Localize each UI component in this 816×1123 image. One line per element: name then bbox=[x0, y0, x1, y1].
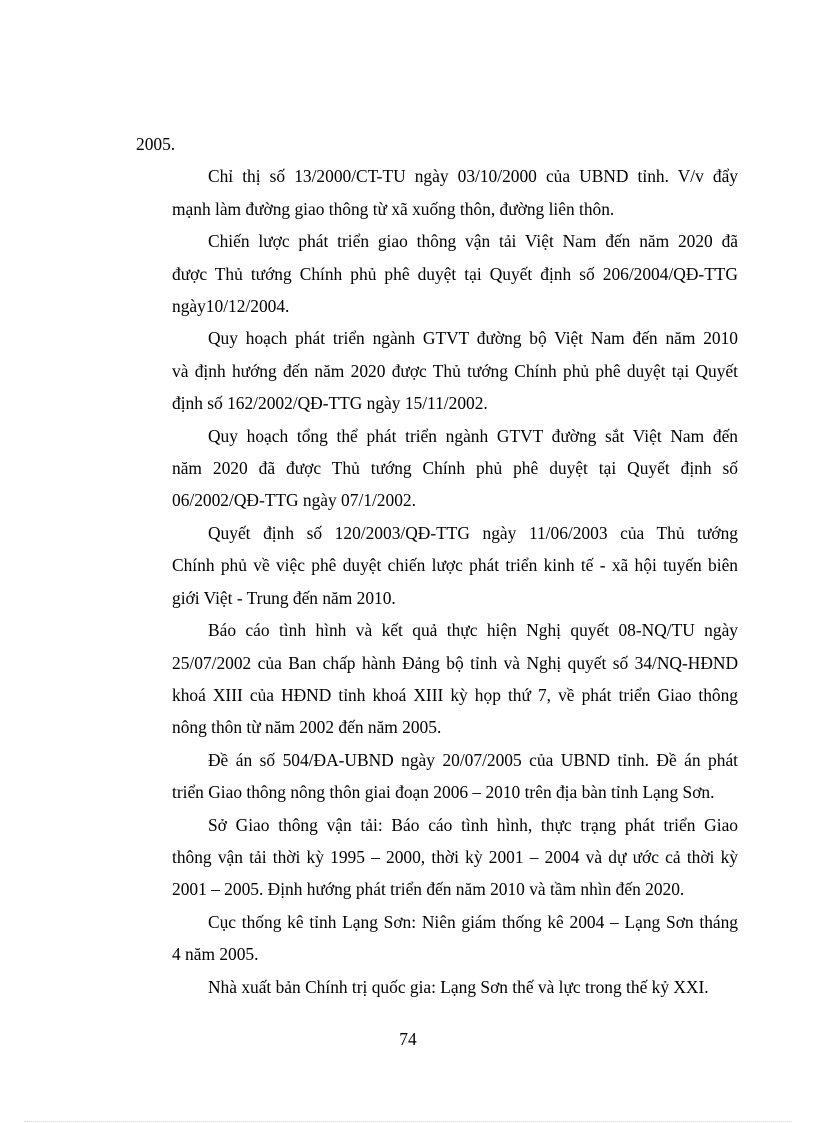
text-line: Chính phủ về việc phê duyệt chiến lược phát triển kinh tế - xã hội tuyến biên bbox=[172, 555, 738, 576]
paragraph-resolution-report bbox=[136, 614, 738, 744]
page-bottom-divider bbox=[24, 1121, 792, 1122]
page-number: 74 bbox=[399, 1029, 417, 1049]
text-line: Sở Giao thông vận tải: Báo cáo tình hình, thực trạng phát triển Giao bbox=[208, 814, 738, 835]
paragraph-publisher bbox=[136, 971, 738, 1003]
paragraph-statistics-office bbox=[136, 906, 738, 971]
text-line: 2001 – 2005. Định hướng phát triển đến năm 2010 và tầm nhìn đến 2020. bbox=[172, 879, 685, 900]
text-line: Đề án số 504/ĐA-UBND ngày 20/07/2005 của UBND tỉnh. Đề án phát bbox=[208, 749, 738, 770]
text-line: được Thủ tướng Chính phủ phê duyệt tại Quyết định số 206/2004/QĐ-TTG bbox=[172, 263, 738, 284]
paragraph-continuation bbox=[136, 128, 738, 160]
text-line: 06/2002/QĐ-TTG ngày 07/1/2002. bbox=[172, 490, 416, 511]
text-line: năm 2020 đã được Thủ tướng Chính phủ phê duyệt tại Quyết định số bbox=[172, 458, 738, 479]
paragraph-road-planning bbox=[136, 322, 738, 419]
text-line: định số 162/2002/QĐ-TTG ngày 15/11/2002. bbox=[172, 393, 488, 414]
paragraph-railway-planning bbox=[136, 420, 738, 517]
text-line: và định hướng đến năm 2020 được Thủ tướng Chính phủ phê duyệt tại Quyết bbox=[172, 360, 738, 381]
text-line: Báo cáo tình hình và kết quả thực hiện Nghị quyết 08-NQ/TU ngày bbox=[208, 620, 738, 641]
text-line: Chiến lược phát triển giao thông vận tải Việt Nam đến năm 2020 đã bbox=[208, 231, 738, 252]
paragraph-decision-120-2003 bbox=[136, 517, 738, 614]
text-line: Nhà xuất bản Chính trị quốc gia: Lạng Sơn thế và lực trong thế kỷ XXI. bbox=[208, 976, 709, 997]
text-line: Quy hoạch tổng thể phát triển ngành GTVT đường sắt Việt Nam đến bbox=[208, 425, 738, 446]
text-line: 2005. bbox=[136, 134, 176, 154]
paragraph-transport-department bbox=[136, 809, 738, 906]
text-line: Quyết định số 120/2003/QĐ-TTG ngày 11/06/2003 của Thủ tướng bbox=[208, 522, 738, 543]
paragraph-directive-13-2000 bbox=[136, 160, 738, 225]
text-line: giới Việt - Trung đến năm 2010. bbox=[172, 587, 396, 608]
text-line: triển Giao thông nông thôn giai đoạn 2006 – 2010 trên địa bàn tỉnh Lạng Sơn. bbox=[172, 782, 715, 803]
paragraph-project-504 bbox=[136, 744, 738, 809]
text-line: thông vận tải thời kỳ 1995 – 2000, thời kỳ 2001 – 2004 và dự ước cả thời kỳ bbox=[172, 846, 738, 867]
text-line: nông thôn từ năm 2002 đến năm 2005. bbox=[172, 717, 442, 738]
text-line: Quy hoạch phát triển ngành GTVT đường bộ Việt Nam đến năm 2010 bbox=[208, 328, 738, 349]
document-body bbox=[136, 128, 738, 1003]
text-line: ngày10/12/2004. bbox=[172, 296, 290, 317]
text-line: Chỉ thị số 13/2000/CT-TU ngày 03/10/2000 của UBND tỉnh. V/v đẩy bbox=[208, 166, 738, 187]
text-line: khoá XIII của HĐND tỉnh khoá XIII kỳ họp thứ 7, về phát triển Giao thông bbox=[172, 684, 738, 705]
paragraph-transport-strategy bbox=[136, 225, 738, 322]
text-line: 4 năm 2005. bbox=[172, 944, 259, 965]
text-line: Cục thống kê tỉnh Lạng Sơn: Niên giám thống kê 2004 – Lạng Sơn tháng bbox=[208, 911, 738, 932]
text-line: mạnh làm đường giao thông từ xã xuống thôn, đường liên thôn. bbox=[172, 198, 615, 219]
text-line: 25/07/2002 của Ban chấp hành Đảng bộ tỉnh và Nghị quyết số 34/NQ-HĐND bbox=[172, 652, 738, 673]
